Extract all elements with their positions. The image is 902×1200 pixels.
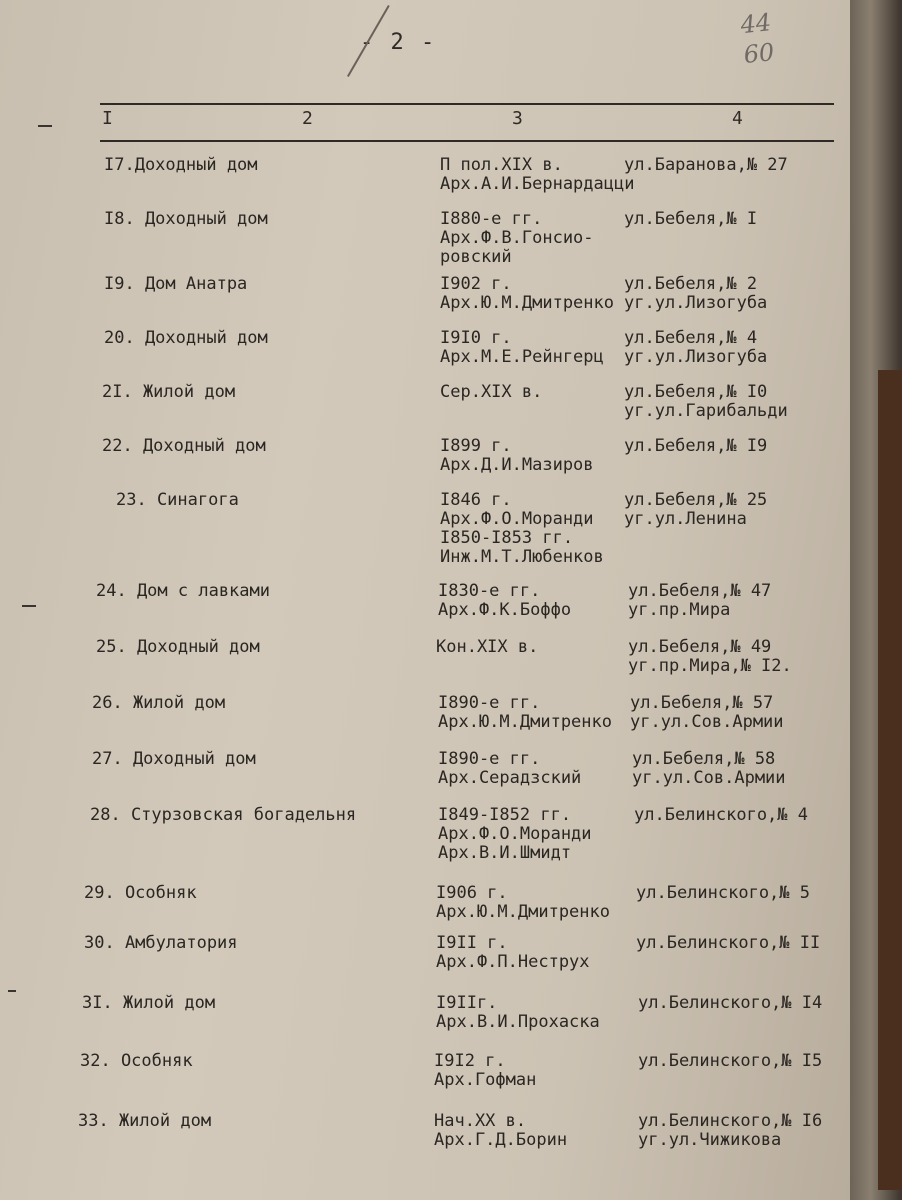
entry-date-architect-line: Арх.А.И.Бернардацци xyxy=(440,174,635,194)
entry-date-architect-line: I846 г. xyxy=(440,490,512,510)
entry-date-architect-line: I902 г. xyxy=(440,274,512,294)
entry-date-architect xyxy=(436,994,600,1032)
entry-date-architect xyxy=(438,694,612,732)
column-header-3: 3 xyxy=(512,108,523,129)
entry-address-line: ул.Белинского,№ II xyxy=(636,933,821,953)
margin-tick xyxy=(8,990,16,992)
entry-address-line: ул.Бебеля,№ 58 xyxy=(632,749,776,769)
entry-date-architect-line: Арх.Ф.К.Боффо xyxy=(438,600,572,620)
entry-title: 23. Синагога xyxy=(116,490,239,510)
entry-address xyxy=(638,994,822,1013)
entry-address-line: ул.Баранова,№ 27 xyxy=(624,155,788,175)
entry-address xyxy=(624,329,767,367)
entry-date-architect-line: Арх.В.И.Шмидт xyxy=(438,843,572,863)
entry-address-line: уг.ул.Сов.Армии xyxy=(632,768,786,788)
entry-date-architect-line: Арх.Гофман xyxy=(434,1070,537,1090)
entry-title: I9. Дом Анатра xyxy=(104,274,248,294)
entry-date-architect-line: I890-е гг. xyxy=(438,693,541,713)
entry-date-architect-line: Арх.М.Е.Рейнгерц xyxy=(440,347,604,367)
entry-address-line: ул.Бебеля,№ 4 xyxy=(624,328,758,348)
entry-date-architect xyxy=(438,806,592,863)
entry-date-architect-line: I9I0 г. xyxy=(440,328,512,348)
entry-date-architect xyxy=(436,638,538,657)
entry-address-line: ул.Белинского,№ I4 xyxy=(638,993,823,1013)
entry-address xyxy=(624,437,767,456)
entry-title: 30. Амбулатория xyxy=(84,933,238,953)
entry-date-architect xyxy=(434,1112,567,1150)
entry-date-architect-line: ровский xyxy=(440,247,512,267)
entry-date-architect-line: I830-е гг. xyxy=(438,581,541,601)
entry-title: I8. Доходный дом xyxy=(104,209,268,229)
entry-date-architect-line: П пол.XIX в. xyxy=(440,155,563,175)
entry-date-architect xyxy=(438,750,581,788)
entry-address-line: уг.ул.Гарибальди xyxy=(624,401,788,421)
entry-address-line: уг.ул.Лизогуба xyxy=(624,347,768,367)
entry-date-architect-line: Арх.Ю.М.Дмитренко xyxy=(436,902,610,922)
page-number: - 2 - xyxy=(360,30,437,55)
entry-date-architect-line: Арх.Ф.О.Моранди xyxy=(438,824,592,844)
entry-date-architect-line: I850-I853 гг. xyxy=(440,528,574,548)
table-header-rule xyxy=(100,140,834,142)
entry-date-architect-line: Инж.М.Т.Любенков xyxy=(440,547,604,567)
entry-date-architect-line: I9I2 г. xyxy=(434,1051,506,1071)
table-top-rule xyxy=(100,103,834,105)
entry-date-architect-line: Арх.Серадзский xyxy=(438,768,582,788)
margin-tick xyxy=(22,605,36,607)
entry-address-line: ул.Бебеля,№ 47 xyxy=(628,581,772,601)
entry-date-architect xyxy=(440,437,594,475)
entry-address-line: ул.Бебеля,№ 57 xyxy=(630,693,774,713)
entry-title: 3I. Жилой дом xyxy=(82,993,216,1013)
entry-date-architect-line: Арх.Ю.М.Дмитренко xyxy=(438,712,612,732)
entry-address xyxy=(628,582,771,620)
entry-address-line: уг.ул.Сов.Армии xyxy=(630,712,784,732)
entry-address-line: уг.пр.Мира xyxy=(628,600,731,620)
entry-date-architect xyxy=(440,275,614,313)
entry-date-architect-line: Сер.XIX в. xyxy=(440,382,543,402)
entry-title: 25. Доходный дом xyxy=(96,637,260,657)
entry-date-architect xyxy=(440,383,542,402)
entry-date-architect-line: I849-I852 гг. xyxy=(438,805,572,825)
entry-title: I7.Доходный дом xyxy=(104,155,258,175)
entry-date-architect xyxy=(434,1052,536,1090)
entry-address-line: ул.Белинского,№ I5 xyxy=(638,1051,823,1071)
entry-address xyxy=(638,1112,822,1150)
entry-title: 24. Дом с лавками xyxy=(96,581,270,601)
entry-address xyxy=(636,884,810,903)
entry-title: 22. Доходный дом xyxy=(102,436,266,456)
column-header-2: 2 xyxy=(302,108,313,129)
entry-address xyxy=(624,383,788,421)
entry-address-line: ул.Бебеля,№ 49 xyxy=(628,637,772,657)
entry-address-line: ул.Бебеля,№ I0 xyxy=(624,382,768,402)
entry-title: 33. Жилой дом xyxy=(78,1111,212,1131)
entry-date-architect-line: Кон.XIX в. xyxy=(436,637,539,657)
entry-address xyxy=(634,806,808,825)
entry-address-line: уг.ул.Чижикова xyxy=(638,1130,782,1150)
entry-date-architect-line: Арх.Ф.О.Моранди xyxy=(440,509,594,529)
entry-date-architect xyxy=(436,884,610,922)
entry-address-line: ул.Бебеля,№ 25 xyxy=(624,490,768,510)
entry-title: 32. Особняк xyxy=(80,1051,193,1071)
archive-note-line-2: 60 xyxy=(742,37,776,70)
entry-address-line: ул.Бебеля,№ 2 xyxy=(624,274,758,294)
entry-address xyxy=(636,934,820,953)
entry-address xyxy=(624,275,767,313)
column-header-4: 4 xyxy=(732,108,743,129)
column-header-1: I xyxy=(102,108,113,129)
entry-date-architect-line: Арх.Ф.В.Гонсио- xyxy=(440,228,594,248)
entry-address-line: уг.ул.Ленина xyxy=(624,509,747,529)
entry-date-architect-line: I906 г. xyxy=(436,883,508,903)
entry-date-architect-line: Нач.XX в. xyxy=(434,1111,527,1131)
margin-tick xyxy=(38,125,52,127)
entry-address xyxy=(630,694,784,732)
entry-address-line: ул.Белинского,№ I6 xyxy=(638,1111,823,1131)
entry-date-architect-line: I9II г. xyxy=(436,933,508,953)
entry-title: 29. Особняк xyxy=(84,883,197,903)
background-strip xyxy=(878,370,902,1190)
entry-date-architect xyxy=(438,582,571,620)
entry-title: 26. Жилой дом xyxy=(92,693,226,713)
entry-title: 28. Стурзовская богадельня xyxy=(90,805,357,825)
entry-date-architect-line: Арх.Д.И.Мазиров xyxy=(440,455,594,475)
entry-address-line: уг.ул.Лизогуба xyxy=(624,293,768,313)
entry-address xyxy=(624,156,788,175)
entry-title: 27. Доходный дом xyxy=(92,749,256,769)
entry-date-architect-line: Арх.Ю.М.Дмитренко xyxy=(440,293,614,313)
entry-address xyxy=(624,210,757,229)
archive-note-line-1: 44 xyxy=(739,8,773,40)
entry-date-architect-line: I9IIг. xyxy=(436,993,498,1013)
entry-date-architect-line: Арх.Ф.П.Неструх xyxy=(436,952,590,972)
entry-address xyxy=(638,1052,822,1071)
entry-date-architect-line: I880-е гг. xyxy=(440,209,543,229)
entry-date-architect-line: I890-е гг. xyxy=(438,749,541,769)
entry-address-line: уг.пр.Мира,№ I2. xyxy=(628,656,792,676)
entry-address-line: ул.Белинского,№ 5 xyxy=(636,883,810,903)
entry-address-line: ул.Белинского,№ 4 xyxy=(634,805,808,825)
entry-address xyxy=(624,491,767,529)
entry-date-architect xyxy=(440,156,634,194)
entry-title: 2I. Жилой дом xyxy=(102,382,236,402)
entry-address-line: ул.Бебеля,№ I xyxy=(624,209,758,229)
entry-date-architect xyxy=(440,210,594,267)
entry-date-architect-line: I899 г. xyxy=(440,436,512,456)
entry-date-architect xyxy=(440,491,604,567)
entry-address xyxy=(628,638,792,676)
entry-date-architect-line: Арх.В.И.Прохаска xyxy=(436,1012,600,1032)
entry-date-architect xyxy=(436,934,590,972)
entry-date-architect-line: Арх.Г.Д.Борин xyxy=(434,1130,568,1150)
entry-address-line: ул.Бебеля,№ I9 xyxy=(624,436,768,456)
entry-title: 20. Доходный дом xyxy=(104,328,268,348)
archive-handwritten-note xyxy=(739,2,825,70)
entry-address xyxy=(632,750,786,788)
entry-date-architect xyxy=(440,329,604,367)
